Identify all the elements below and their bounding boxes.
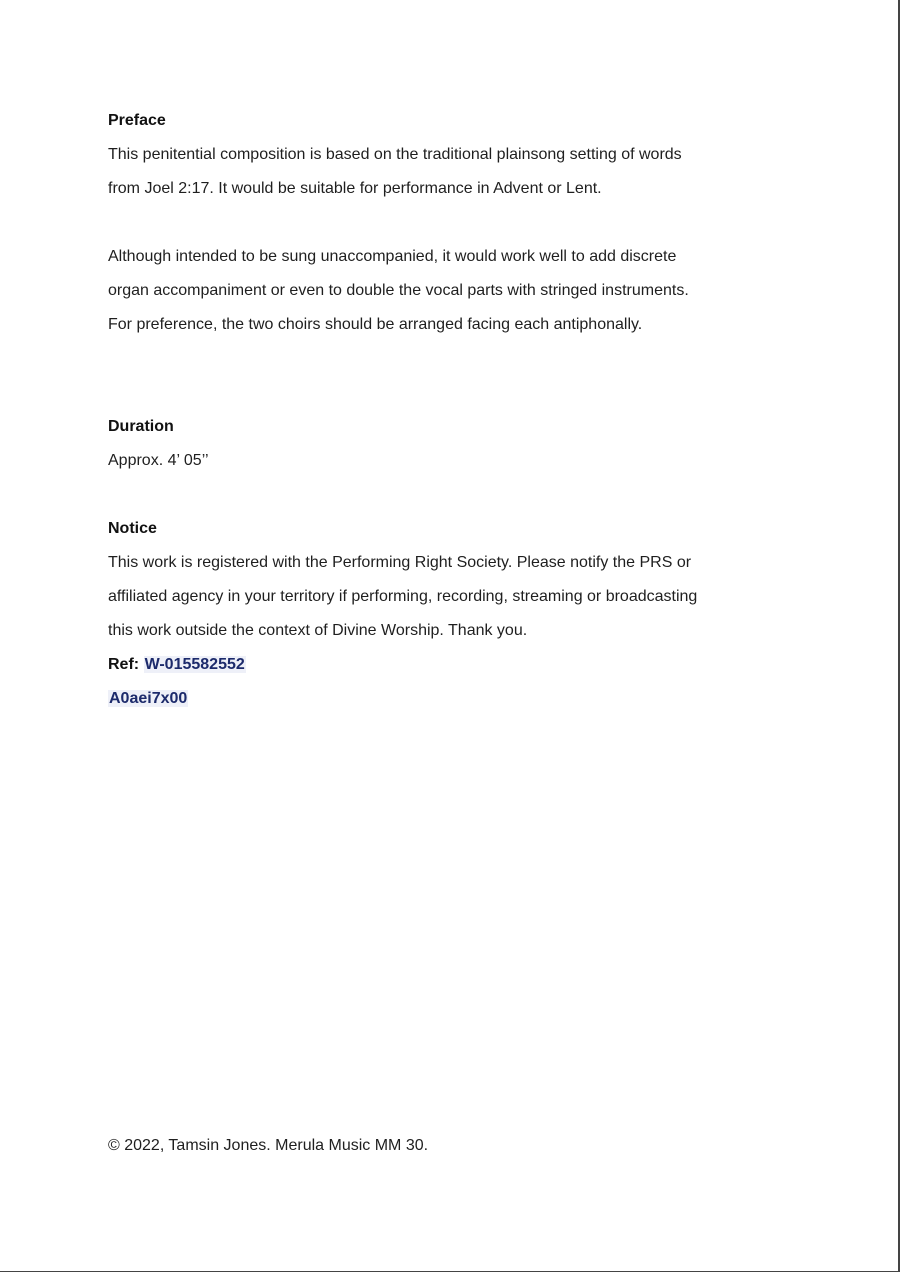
notice-heading: Notice <box>108 520 157 537</box>
notice-line: This work is registered with the Performing Right Society. Please notify the PRS or <box>108 554 692 571</box>
preface-line: Although intended to be sung unaccompanied, it would work well to add discrete <box>108 248 677 265</box>
preface-line: organ accompaniment or even to double the vocal parts with stringed instruments. <box>108 282 689 299</box>
section-spacer <box>108 478 808 512</box>
notice-line: this work outside the context of Divine Worship. Thank you. <box>108 622 528 639</box>
preface-line: This penitential composition is based on the traditional plainsong setting of words <box>108 146 682 163</box>
reference-code-line <box>108 682 808 716</box>
duration-value: Approx. 4’ 05’’ <box>108 452 209 469</box>
preface-line: from Joel 2:17. It would be suitable for performance in Advent or Lent. <box>108 180 602 197</box>
page-content <box>108 104 808 716</box>
notice-line: affiliated agency in your territory if performing, recording, streaming or broadcasting <box>108 588 698 605</box>
reference-line <box>108 648 808 682</box>
preface-line: For preference, the two choirs should be arranged facing each antiphonally. <box>108 316 643 333</box>
reference-code: A0aei7x00 <box>109 690 188 707</box>
section-spacer <box>108 342 808 410</box>
reference-label: Ref: <box>108 656 144 673</box>
reference-number: W-015582552 <box>144 656 245 673</box>
copyright-footer: © 2022, Tamsin Jones. Merula Music MM 30. <box>108 1137 429 1154</box>
paragraph-spacer <box>108 206 808 240</box>
preface-heading: Preface <box>108 112 166 129</box>
duration-heading: Duration <box>108 418 174 435</box>
